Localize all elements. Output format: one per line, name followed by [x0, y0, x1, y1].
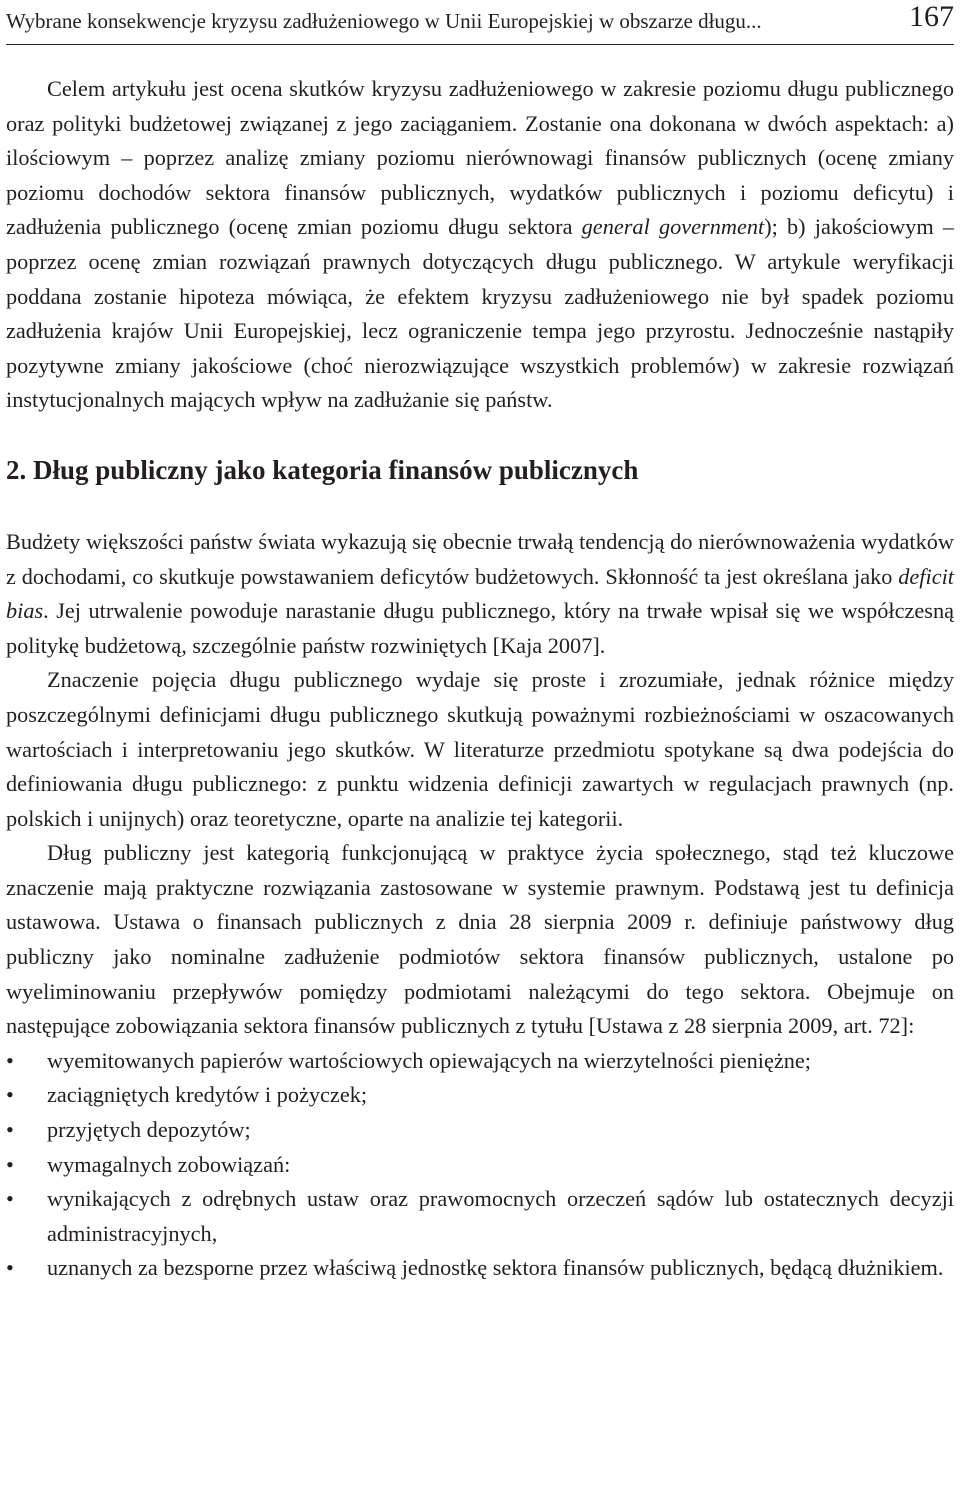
article-body	[6, 72, 954, 1286]
intro-text-part-2: ); b) jakościowym – poprzez ocenę zmian rozwiązań prawnych dotyczących długu publicznego. W artykule weryfikacji poddana zostanie hipoteza mówiąca, że efektem kryzysu zadłużeniowego nie był spadek poziomu zadłużenia krajów Unii Europejskiej, lecz ograniczenie tempa jego przyrostu. Jednocześnie nastąpiły pozytywne zmiany jakościowe (choć nierozwiązujące wszystkich problemów) w zakresie rozwiązań instytucjonalnych mających wpływ na zadłużanie się państw.	[6, 214, 955, 413]
intro-paragraph	[6, 72, 954, 418]
page-header	[6, 0, 954, 45]
section-p1-part-2: . Jej utrwalenie powoduje narastanie długu publicznego, który na trwałe wpisał się we współczesną politykę budżetową, szczególnie państw rozwiniętych [Kaja 2007].	[6, 598, 954, 658]
bullet-icon: •	[6, 1186, 14, 1212]
list-item	[6, 1044, 954, 1079]
list-item-text: wymagalnych zobowiązań:	[47, 1151, 291, 1177]
list-item	[6, 1113, 954, 1148]
bullet-icon: •	[6, 1082, 14, 1108]
list-item-text: wyemitowanych papierów wartościowych opiewających na wierzytelności pieniężne;	[47, 1047, 811, 1073]
section-paragraph-3: Dług publiczny jest kategorią funkcjonującą w praktyce życia społecznego, stąd też kluczowe znaczenie mają praktyczne rozwiązania zastosowane w systemie prawnym. Podstawą jest tu definicja ustawowa. Ustawa o finansach publicznych z dnia 28 sierpnia 2009 r. definiuje państwowy dług publiczny jako nominalne zadłużenie podmiotów sektora finansów publicznych, ustalone po wyeliminowaniu przepływów pomiędzy podmiotami należącymi do tego sektora. Obejmuje on następujące zobowiązania sektora finansów publicznych z tytułu [Ustawa z 28 sierpnia 2009, art. 72]:	[6, 840, 954, 1039]
running-title: Wybrane konsekwencje kryzysu zadłużeniowego w Unii Europejskiej w obszarze długu...	[6, 9, 762, 33]
bullet-icon: •	[6, 1151, 14, 1177]
section-heading: 2. Dług publiczny jako kategoria finansów publicznych	[6, 454, 639, 485]
liabilities-list	[6, 1044, 954, 1286]
list-item	[6, 1148, 954, 1183]
section-p1-part-1: Budżety większości państw świata wykazują się obecnie trwałą tendencją do nierównoważenia wydatków z dochodami, co skutkuje powstawaniem deficytów budżetowych. Skłonność ta jest określana jako	[6, 528, 954, 589]
list-item	[6, 1251, 954, 1286]
section-p1-italic-term: deficit bias	[6, 563, 954, 624]
list-item-text: zaciągniętych kredytów i pożyczek;	[47, 1082, 368, 1108]
intro-text-part-1: Celem artykułu jest ocena skutków kryzysu zadłużeniowego w zakresie poziomu długu publicznego oraz polityki budżetowej związanej z jego zaciąganiem. Zostanie ona dokonana w dwóch aspektach: a) ilościowym – poprzez analizę zmiany poziomu nierównowagi finansów publicznych (ocenę zmiany poziomu dochodów sektora finansów publicznych, wydatków publicznych i poziomu deficytu) i zadłużenia publicznego (ocenę zmian poziomu długu sektora	[6, 76, 954, 240]
bullet-icon: •	[6, 1255, 14, 1281]
bullet-icon: •	[6, 1117, 14, 1143]
list-item-text: przyjętych depozytów;	[47, 1117, 251, 1143]
list-item	[6, 1078, 954, 1113]
section-paragraph-1	[6, 525, 954, 663]
list-item-text: uznanych za bezsporne przez właściwą jednostkę sektora finansów publicznych, będącą dłużnikiem.	[47, 1255, 944, 1281]
list-item-text: wynikających z odrębnych ustaw oraz prawomocnych orzeczeń sądów lub ostatecznych decyzji administracyjnych,	[47, 1186, 954, 1246]
intro-italic-term: general government	[581, 214, 765, 240]
page-number: 167	[909, 0, 954, 33]
section-paragraph-2: Znaczenie pojęcia długu publicznego wydaje się proste i zrozumiałe, jednak różnice między poszczególnymi definicjami długu publicznego skutkują poważnymi rozbieżnościami w oszacowanych wartościach i interpretowaniu jego skutków. W literaturze przedmiotu spotykane są dwa podejścia do definiowania długu publicznego: z punktu widzenia definicji zawartych w regulacjach prawnych (np. polskich i unijnych) oraz teoretyczne, oparte na analizie tej kategorii.	[6, 667, 954, 831]
bullet-icon: •	[6, 1047, 14, 1073]
list-item	[6, 1182, 954, 1251]
